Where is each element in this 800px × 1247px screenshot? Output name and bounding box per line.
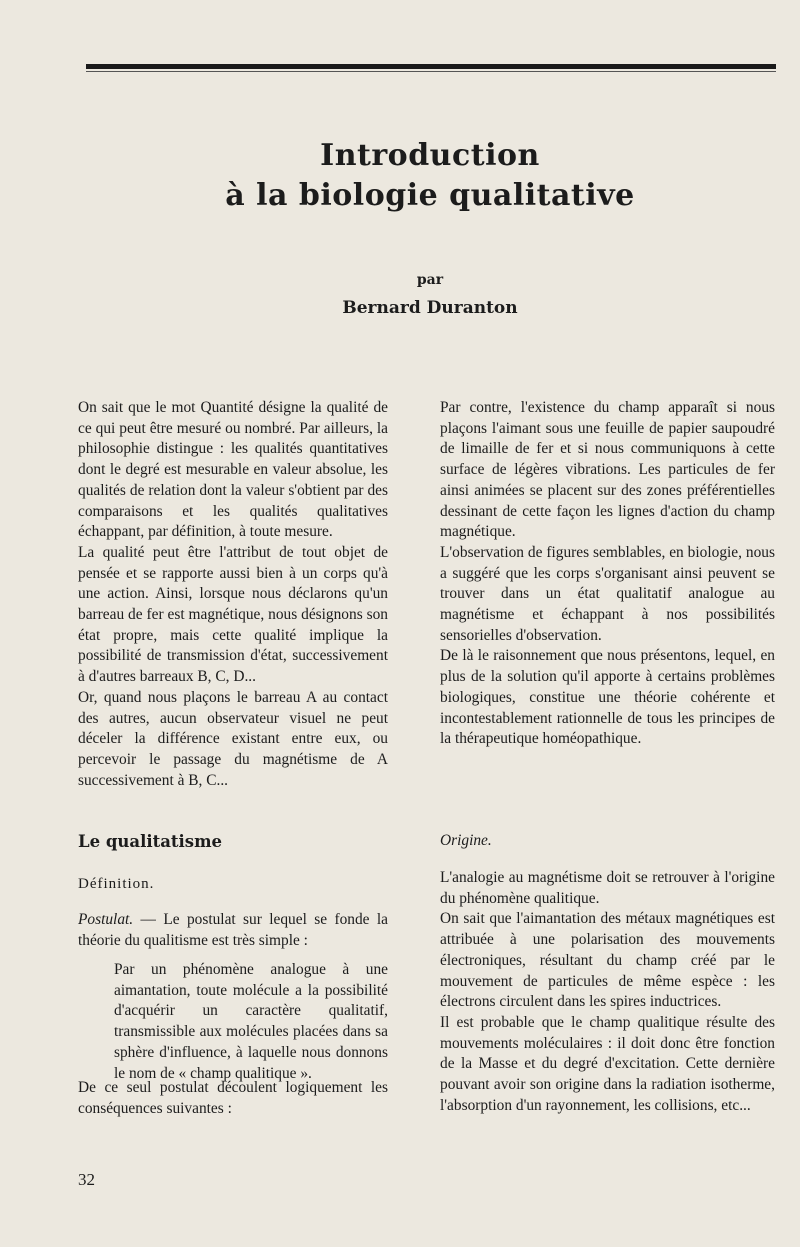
paragraph: La qualité peut être l'attribut de tout objet de pensée et se rapporte aussi bien à un corps qu'à une action. Ainsi, lorsque nous déclarons qu'un barreau de fer est magnétique, nous désignons son état propre, mais cette qualité implique la possibilité de transmission d'état, successivement à d'autres barreaux B, C, D... xyxy=(78,543,388,686)
paragraph: Il est probable que le champ qualitique résulte des mouvements moléculaires : il doit donc être fonction de la Masse et du degré d'excitation. Cette dernière pouvant avoir son origine dans la radiation isotherme, l'absorption d'un rayonnement, les collisions, etc... xyxy=(440,1013,775,1114)
paragraph: Or, quand nous plaçons le barreau A au contact des autres, aucun observateur visuel ne peut déceler la différence existant entre eux, ou percevoir le passage du magnétisme de A successivement à B, C... xyxy=(78,688,388,789)
paragraph: On sait que l'aimantation des métaux magnétiques est attribuée à une polarisation des mouvements électroniques, résultant du champ créé par le mouvement de particules de même espèce : les électrons circulent dans les spires inductrices. xyxy=(440,910,775,1011)
section-heading: Le qualitatisme xyxy=(78,832,223,851)
paragraph: De là le raisonnement que nous présentons, lequel, en plus de la solution qu'il apporte à certains problèmes biologiques, constitue une théorie cohérente et incontestablement rationnelle de tous les principes de la thérapeutique homéopathique. xyxy=(440,647,775,748)
page-number: 32 xyxy=(78,1170,95,1189)
paragraph: Par contre, l'existence du champ apparaît si nous plaçons l'aimant sous une feuille de papier saupoudré de limaille de fer et si nous communiquons à cette surface de légères vibrations. Les particules de fer ainsi animées se placent sur des zones préférentielles dessinant de cette façon les lignes d'action du champ magnétique. xyxy=(440,399,775,541)
definition-heading: Définition. xyxy=(78,876,155,892)
postulat-quote: Par un phénomène analogue à une aimantation, toute molécule a la possibilité d'acquérir un caractère qualitatif, transmissible aux molécules placées dans sa sphère d'influence, à laquelle nous donnons le nom de « champ qualitique ». xyxy=(114,961,388,1082)
paragraph: L'analogie au magnétisme doit se retrouver à l'origine du phénomène qualitique. xyxy=(440,869,775,907)
paragraph: L'observation de figures semblables, en biologie, nous a suggéré que les corps s'organisant ainsi peuvent se trouver dans un état qualitatif analogue au magnétisme et échappant à nos possibilités sensorielles d'observation. xyxy=(440,543,775,644)
postulat-paragraph xyxy=(78,910,388,951)
consequences-paragraph: De ce seul postulat découlent logiquement les conséquences suivantes : xyxy=(78,1079,388,1117)
right-column-intro xyxy=(440,398,775,750)
title-line-1: Introduction xyxy=(320,138,540,173)
byline-par: par xyxy=(416,272,444,288)
top-rule-thin xyxy=(86,71,776,72)
author-name: Bernard Duranton xyxy=(342,298,518,318)
top-rule xyxy=(86,64,776,69)
title-line-2: à la biologie qualitative xyxy=(225,178,635,213)
postulat-label: Postulat. xyxy=(78,911,134,928)
paragraph: On sait que le mot Quantité désigne la qualité de ce qui peut être mesuré ou nombré. Par ailleurs, la philosophie distingue : les qualités quantitatives dont le degré est mesurable en valeur absolue, les qualités de relation dont la valeur s'obtient par des comparaisons et les qualités qualitatives échappant, par définition, à toute mesure. xyxy=(78,399,388,541)
left-column-intro xyxy=(78,398,388,791)
origine-body xyxy=(440,868,775,1116)
postulat-text: — Le postulat sur lequel se fonde la théorie du qualitisme est très simple : xyxy=(78,911,388,949)
origine-heading: Origine. xyxy=(440,832,492,849)
